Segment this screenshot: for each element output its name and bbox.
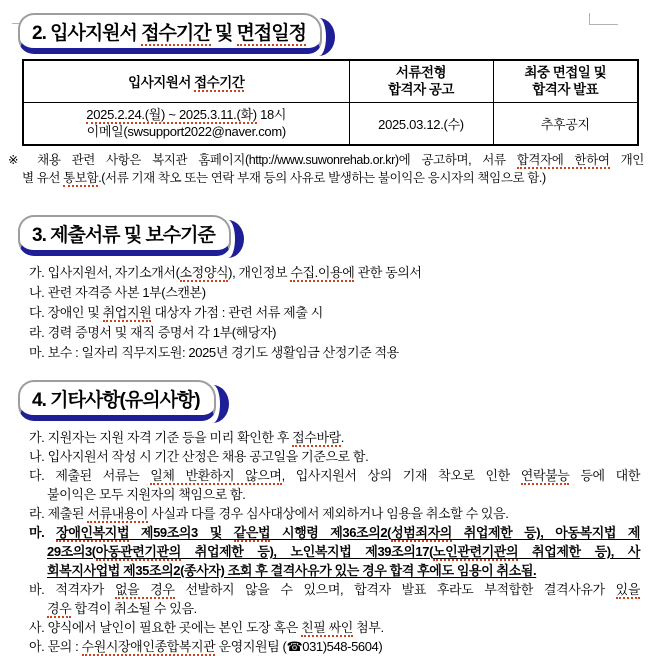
note-line-1: ※ 채용 관련 사항은 복지관 홈페이지(http://www.suwonrehab.or.kr)에 공고하며, 서류 합격자에 한하여 개인 bbox=[8, 153, 644, 167]
header-application-period: 입사지원서 접수기간 bbox=[23, 60, 349, 102]
section4-title: 4. 기타사항(유의사항) bbox=[18, 380, 216, 421]
section4-item-ma-line3: 회복지사업법 제35조의2(종사자) 조회 후 결격사유가 있는 경우 합격 후에도 임용이 취소됨. bbox=[47, 563, 537, 578]
header-document-screening: 서류전형 합격자 공고 bbox=[349, 60, 493, 102]
schedule-table-value-row bbox=[23, 102, 638, 145]
note-line-2: 별 유선 통보함.(서류 기재 착오 또는 연락 부재 등의 사유로 발생하는 불이익은 응시자의 책임으로 함.) bbox=[22, 171, 546, 185]
section3-item-na: 나. 관련 자격증 사본 1부(스캔본) bbox=[29, 285, 206, 300]
section3-item-ga: 가. 입사지원서, 자기소개서(소정양식), 개인정보 수집.이용에 관한 동의서 bbox=[29, 265, 422, 280]
cell-application-period: 2025.2.24.(월) ~ 2025.3.11.(화) 18시 이메일(swsupport2022@naver.com) bbox=[23, 102, 349, 145]
cropped-table-corner-right bbox=[589, 13, 618, 25]
section4-item-ra: 라. 제출된 서류내용이 사실과 다를 경우 심사대상에서 제외하거나 임용을 취소할 수 있음. bbox=[29, 506, 509, 521]
section3-title: 3. 제출서류 및 보수기준 bbox=[18, 215, 231, 256]
section4-item-ba-line2: 경우 합격이 취소될 수 있음. bbox=[47, 601, 197, 616]
schedule-table bbox=[22, 59, 639, 146]
section4-item-da-line2: 불이익은 모두 지원자의 책임으로 함. bbox=[47, 487, 246, 502]
cell-announce-date: 2025.03.12.(수) bbox=[349, 102, 493, 145]
recruitment-note bbox=[8, 151, 648, 187]
section3-item-ma: 마. 보수 : 일자리 직무지도원: 2025년 경기도 생활임금 산정기준 적용 bbox=[29, 345, 399, 360]
section4-list bbox=[29, 428, 653, 656]
application-email: 이메일(swsupport2022@naver.com) bbox=[86, 124, 286, 140]
section4-item-ga: 가. 지원자는 지원 자격 기준 등을 미리 확인한 후 접수바람. bbox=[29, 430, 344, 445]
section4-item-ma-line2: 29조의3(아동관련기관의 취업제한 등), 노인복지법 제39조의17(노인관련기관의 취업제한 등), 사 bbox=[47, 544, 640, 559]
section4-item-da-line1: 다. 제출된 서류는 일체 반환하지 않으며, 입사지원서 상의 기재 착오로 인한 연락불능 등에 대한 bbox=[29, 468, 640, 483]
schedule-table-header-row bbox=[23, 60, 638, 102]
section3-item-ra: 라. 경력 증명서 및 재직 증명서 각 1부(해당자) bbox=[29, 325, 277, 340]
section4-item-ba-line1: 바. 적격자가 없을 경우 선발하지 않을 수 있으며, 합격자 발표 후라도 부적합한 결격사유가 있을 bbox=[29, 582, 640, 597]
section3-list bbox=[29, 263, 653, 363]
notice-document bbox=[0, 13, 653, 654]
cell-final-result: 추후공지 bbox=[493, 102, 638, 145]
section4-item-ma-line1: 마. 장애인복지법 제59조의3 및 같은법 시행령 제36조의2(성범죄자의 취업제한 등), 아동복지법 제 bbox=[29, 525, 640, 540]
section2-title: 2. 입사지원서 접수기간 및 면접일정 bbox=[18, 13, 322, 54]
section4-item-na: 나. 입사지원서 작성 시 기간 산정은 채용 공고일을 기준으로 함. bbox=[29, 449, 369, 464]
section3-item-da: 다. 장애인 및 취업지원 대상자 가점 : 관련 서류 제출 시 bbox=[29, 305, 323, 320]
section4-item-a-contact: 아. 문의 : 수원시장애인종합복지관 운영지원팀 (☎031)548-5604) bbox=[29, 639, 383, 654]
header-final-interview: 최중 면접일 및 합격자 발표 bbox=[493, 60, 638, 102]
section4-item-sa: 사. 양식에서 날인이 필요한 곳에는 본인 도장 혹은 친필 싸인 첨부. bbox=[29, 620, 384, 635]
